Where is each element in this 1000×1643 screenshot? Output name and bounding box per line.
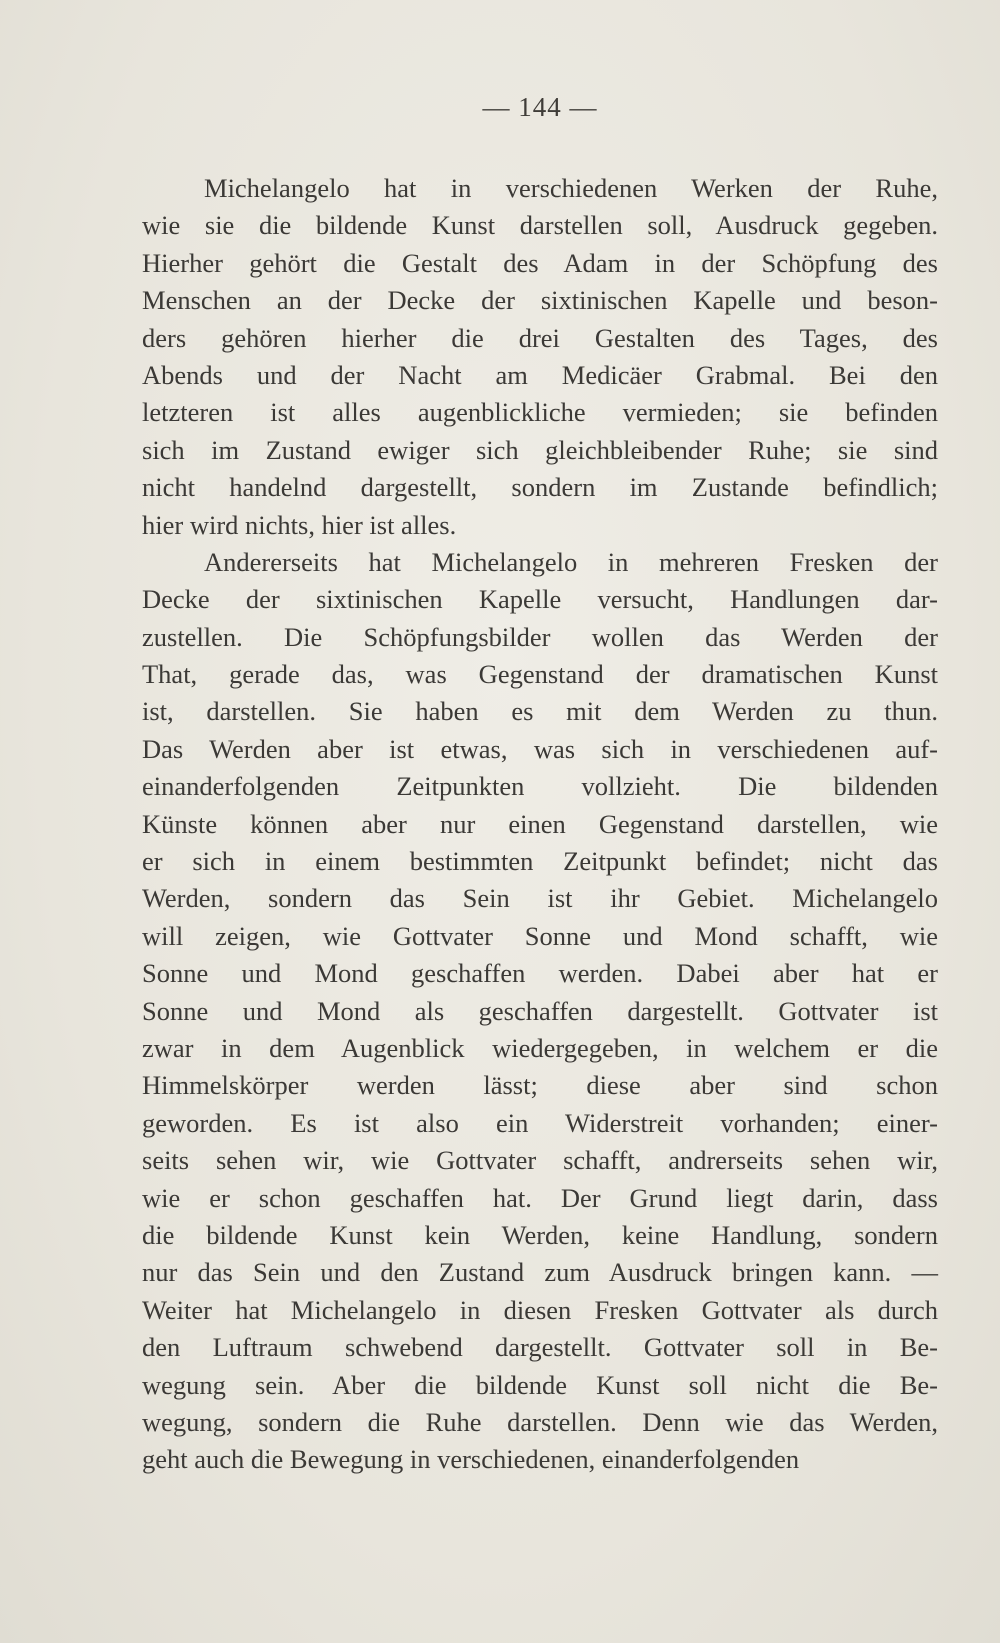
text-line: wie er schon geschaffen hat. Der Grund liegt darin, dass (142, 1182, 938, 1213)
text-line: That, gerade das, was Gegenstand der dramatischen Kunst (142, 659, 938, 690)
paragraph-ruhe (142, 170, 938, 544)
text-line: zustellen. Die Schöpfungsbilder wollen das Werden der (142, 621, 938, 652)
text-line: geht auch die Bewegung in verschiedenen, einanderfolgenden (142, 1444, 800, 1475)
text-line: ders gehören hierher die drei Gestalten des Tages, des (142, 322, 938, 353)
text-line: seits sehen wir, wie Gottvater schafft, andrerseits sehen wir, (142, 1145, 938, 1176)
text-line: wegung sein. Aber die bildende Kunst soll nicht die Be- (142, 1369, 938, 1400)
text-line: nicht handelnd dargestellt, sondern im Zustande befindlich; (142, 472, 938, 503)
text-line: hier wird nichts, hier ist alles. (142, 509, 457, 540)
text-line: wie sie die bildende Kunst darstellen soll, Ausdruck gegeben. (142, 210, 938, 241)
text-line: nur das Sein und den Zustand zum Ausdruck bringen kann. — (142, 1257, 938, 1288)
text-line: Weiter hat Michelangelo in diesen Fresken Gottvater als durch (142, 1294, 938, 1325)
text-line: Hierher gehört die Gestalt des Adam in der Schöpfung des (142, 247, 938, 278)
text-line: Michelangelo hat in verschiedenen Werken der Ruhe, (204, 173, 938, 203)
text-line: sich im Zustand ewiger sich gleichbleibender Ruhe; sie sind (142, 434, 938, 465)
text-line: Menschen an der Decke der sixtinischen Kapelle und beson- (142, 285, 938, 316)
text-line: er sich in einem bestimmten Zeitpunkt befindet; nicht das (142, 846, 938, 877)
text-line: will zeigen, wie Gottvater Sonne und Mond schafft, wie (142, 920, 938, 951)
text-line: Sonne und Mond geschaffen werden. Dabei aber hat er (142, 958, 938, 989)
text-line: letzteren ist alles augenblickliche vermieden; sie befinden (142, 397, 938, 428)
text-line: ist, darstellen. Sie haben es mit dem Werden zu thun. (142, 696, 938, 727)
text-line: wegung, sondern die Ruhe darstellen. Denn wie das Werden, (142, 1406, 938, 1437)
text-line: Das Werden aber ist etwas, was sich in verschiedenen auf- (142, 733, 938, 764)
text-line: Himmelskörper werden lässt; diese aber sind schon (142, 1070, 938, 1101)
text-line: die bildende Kunst kein Werden, keine Handlung, sondern (142, 1219, 938, 1250)
text-line: Abends und der Nacht am Medicäer Grabmal. Bei den (142, 359, 938, 390)
text-line: Decke der sixtinischen Kapelle versucht, Handlungen dar- (142, 584, 938, 615)
text-line: einanderfolgenden Zeitpunkten vollzieht. Die bildenden (142, 771, 938, 802)
page-number: — 144 — (482, 92, 598, 122)
text-line: geworden. Es ist also ein Widerstreit vorhanden; einer- (142, 1107, 938, 1138)
text-line: Künste können aber nur einen Gegenstand darstellen, wie (142, 808, 938, 839)
text-line: zwar in dem Augenblick wiedergegeben, in welchem er die (142, 1032, 938, 1063)
body-text (142, 170, 938, 1479)
text-line: Sonne und Mond als geschaffen dargestellt. Gottvater ist (142, 995, 938, 1026)
text-line: Werden, sondern das Sein ist ihr Gebiet. Michelangelo (142, 883, 938, 914)
text-line: Andererseits hat Michelangelo in mehreren Fresken der (204, 546, 938, 577)
text-line: den Luftraum schwebend dargestellt. Gottvater soll in Be- (142, 1332, 938, 1363)
paragraph-handlung (142, 544, 938, 1479)
